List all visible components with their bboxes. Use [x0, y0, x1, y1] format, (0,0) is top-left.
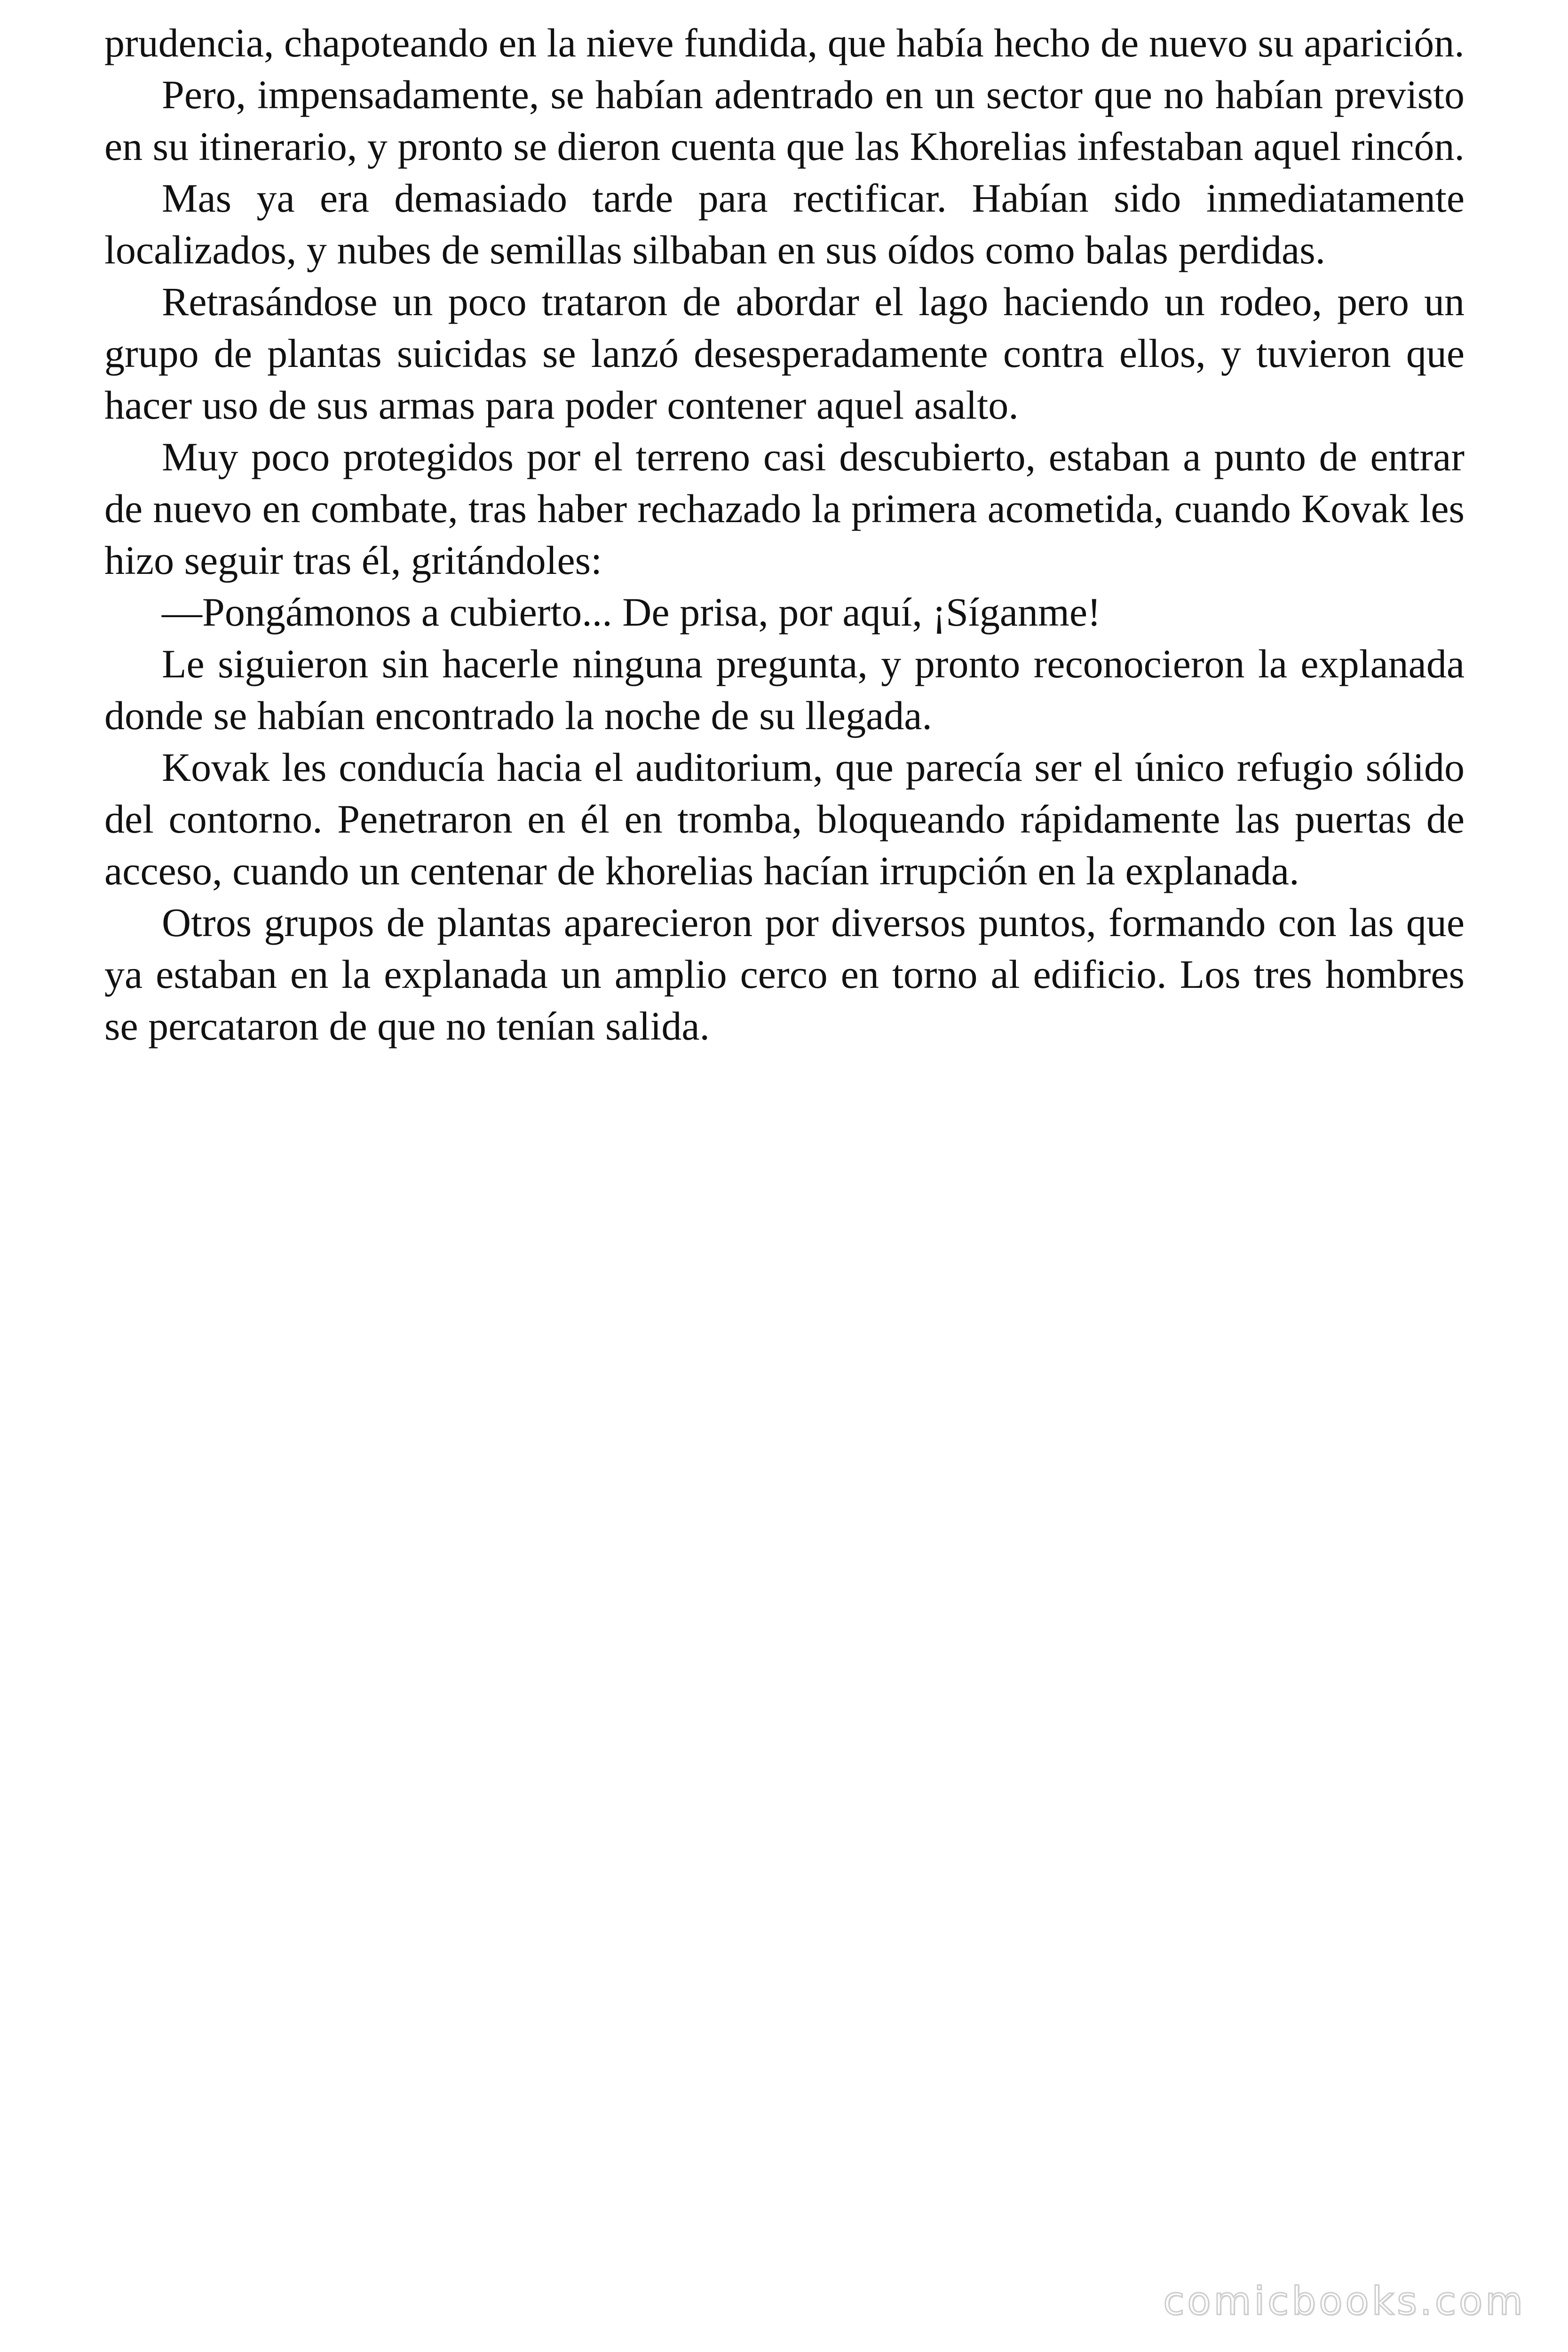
paragraph: Otros grupos de plantas aparecieron por diversos puntos, formando con las que ya estaban en la explanada un amplio cerco en torno al edificio. Los tres hombres se percataron de que no tenían salida. — [104, 900, 1465, 1049]
paragraph: Retrasándose un poco trataron de abordar el lago haciendo un rodeo, pero un grupo de plantas suicidas se lanzó desesperadamente contra ellos, y tuvieron que hacer uso de sus armas para poder contener aquel asalto. — [104, 279, 1465, 428]
paragraph: Mas ya era demasiado tarde para rectificar. Habían sido inmediatamente localizados, y nubes de semillas silbaban en sus oídos como balas perdidas. — [104, 175, 1465, 272]
paragraph: Kovak les conducía hacia el auditorium, que parecía ser el único refugio sólido del contorno. Penetraron en él en tromba, bloqueando rápidamente las puertas de acceso, cuando un centenar de khorelias hacían irrupción en la explanada. — [104, 745, 1465, 893]
dialogue-line: —Pongámonos a cubierto... De prisa, por aquí, ¡Síganme! — [162, 589, 1101, 635]
watermark: comicbooks.com — [1163, 2279, 1526, 2324]
body-text — [104, 17, 1465, 1052]
paragraph: Muy poco protegidos por el terreno casi descubierto, estaban a punto de entrar de nuevo en combate, tras haber rechazado la primera acometida, cuando Kovak les hizo seguir tras él, gritándoles: — [104, 434, 1465, 583]
paragraph: Pero, impensadamente, se habían adentrado en un sector que no habían previsto en su itinerario, y pronto se dieron cuenta que las Khorelias infestaban aquel rincón. — [104, 72, 1465, 169]
paragraph: prudencia, chapoteando en la nieve fundida, que había hecho de nuevo su aparición. — [104, 20, 1465, 65]
paragraph: Le siguieron sin hacerle ninguna pregunta, y pronto reconocieron la explanada donde se habían encontrado la noche de su llegada. — [104, 641, 1465, 738]
